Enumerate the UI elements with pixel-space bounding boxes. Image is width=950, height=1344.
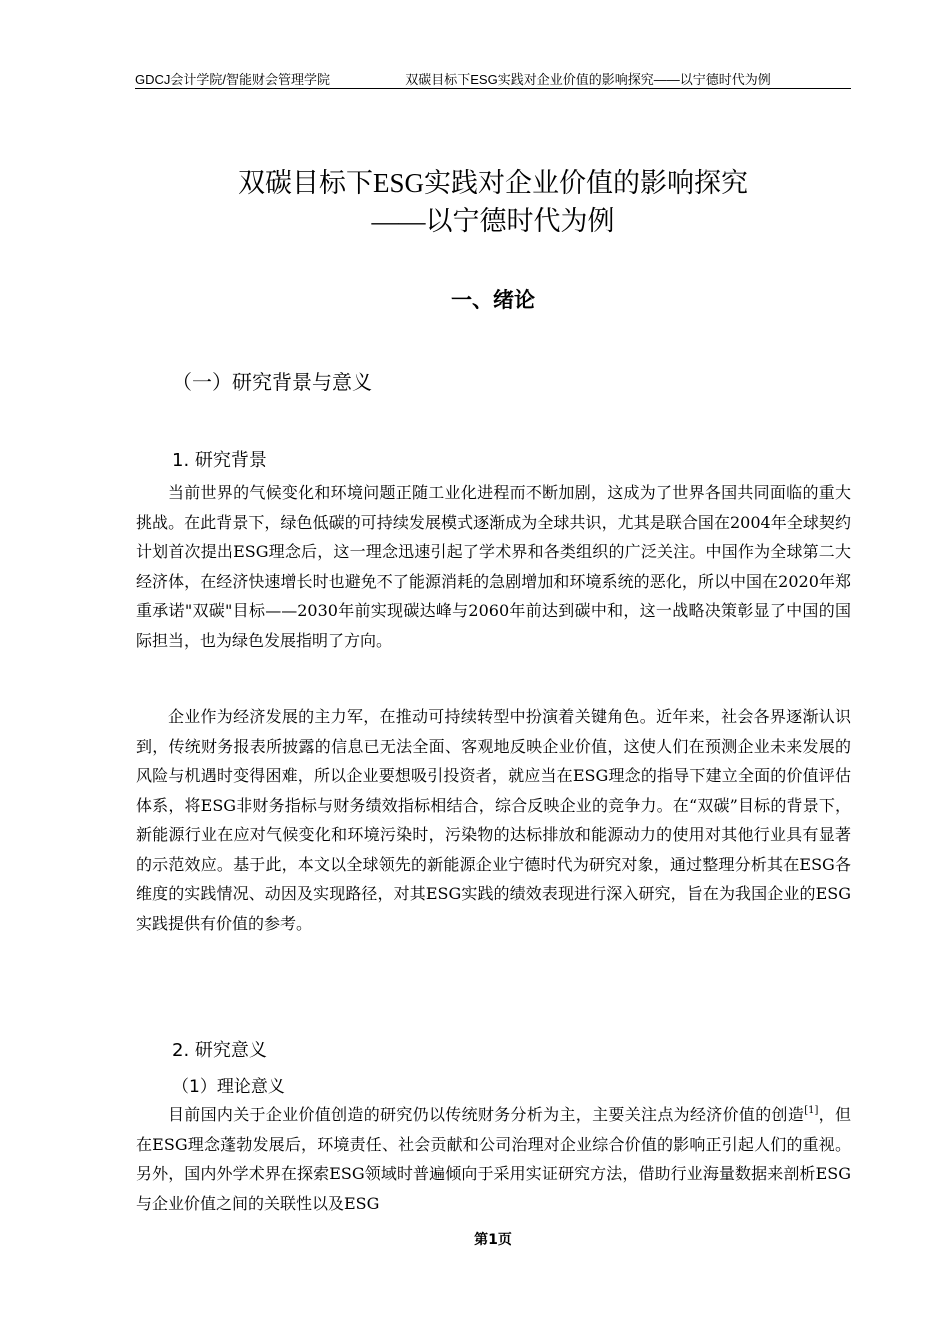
citation-reference: [1] [804, 1105, 819, 1116]
chapter-heading: 一、绪论 [451, 288, 535, 312]
subsubsection-heading-theory: （1）理论意义 [172, 1077, 285, 1097]
header-paper-title: 双碳目标下ESG实践对企业价值的影响探究——以宁德时代为例 [405, 72, 771, 87]
paper-title-line-2: ——以宁德时代为例 [371, 206, 615, 236]
page-number: 第1页 [474, 1232, 512, 1248]
section-heading: （一）研究背景与意义 [172, 370, 372, 394]
paragraph-3-text-start: 目前国内关于企业价值创造的研究仍以传统财务分析为主，主要关注点为经济价值的创造 [168, 1105, 805, 1124]
body-paragraph-2: 企业作为经济发展的主力军，在推动可持续转型中扮演着关键角色。近年来，社会各界逐渐认识到，传统财务报表所披露的信息已无法全面、客观地反映企业价值，这使人们在预测企业未来发展的风险与机遇时变得困难，所以企业要想吸引投资者，就应当在ESG理念的指导下建立全面的价值评估体系，将ESG非财务指标与财务绩效指标相结合，综合反映企业的竞争力。在“双碳”目标的背景下，新能源行业在应对气候变化和环境污染时，污染物的达标排放和能源动力的使用对其他行业具有显著的示范效应。基于此，本文以全球领先的新能源企业宁德时代为研究对象，通过整理分析其在ESG各维度的实践情况、动因及实现路径，对其ESG实践的绩效表现进行深入研究，旨在为我国企业的ESG实践提供有价值的参考。 [136, 707, 851, 933]
running-header [135, 68, 851, 89]
body-paragraph-3 [136, 1100, 851, 1218]
body-paragraph-1: 当前世界的气候变化和环境问题正随工业化进程而不断加剧，这成为了世界各国共同面临的重大挑战。在此背景下，绿色低碳的可持续发展模式逐渐成为全球共识，尤其是联合国在2004年全球契约计划首次提出ESG理念后，这一理念迅速引起了学术界和各类组织的广泛关注。中国作为全球第二大经济体，在经济快速增长时也避免不了能源消耗的急剧增加和环境系统的恶化，所以中国在2020年郑重承诺"双碳"目标——2030年前实现碳达峰与2060年前达到碳中和，这一战略决策彰显了中国的国际担当，也为绿色发展指明了方向。 [136, 483, 851, 650]
subsection-heading-background: 1. 研究背景 [172, 450, 267, 471]
paragraph-3-text-end: ，但在ESG理念蓬勃发展后，环境责任、社会贡献和公司治理对企业综合价值的影响正引起人们的重视。另外，国内外学术界在探索ESG领域时普遍倾向于采用实证研究方法，借助行业海量数据来剖析ESG与企业价值之间的关联性以及ESG [136, 1105, 851, 1213]
subsection-heading-significance: 2. 研究意义 [172, 1040, 267, 1061]
header-institution: GDCJ会计学院/智能财会管理学院 [135, 72, 331, 87]
paper-title-line-1: 双碳目标下ESG实践对企业价值的影响探究 [237, 168, 748, 198]
